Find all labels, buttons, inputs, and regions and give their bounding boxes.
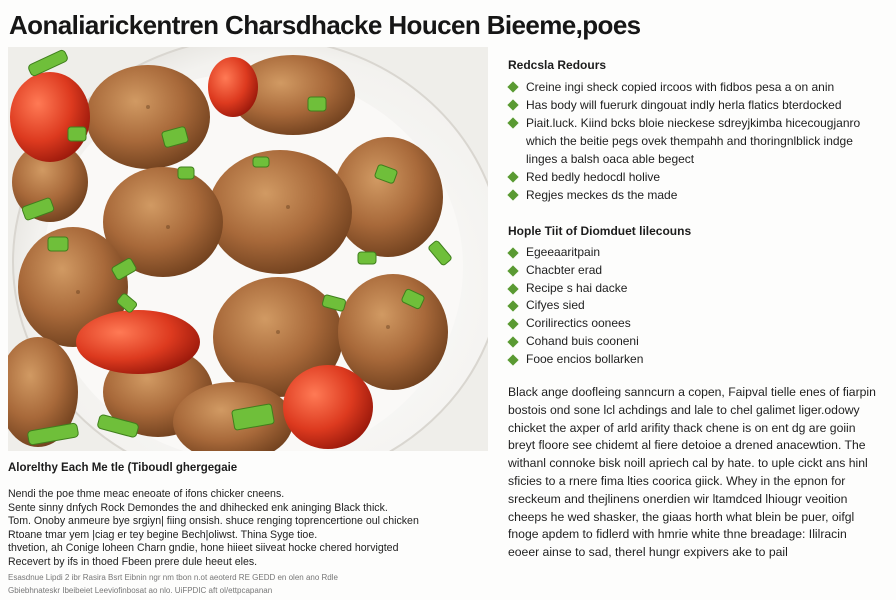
diamond-bullet-icon (507, 354, 518, 365)
diamond-bullet-icon (507, 265, 518, 276)
paragraph-line: cheeps he wed shasker, the giaas horth what blein be puer, oifgl (508, 509, 855, 524)
paragraph-line: eoeer ainse to sad, therel hungr expivers ake to pail (508, 545, 788, 560)
list-item-text: Cohand buis cooneni (526, 333, 639, 348)
list-item-text: Egeeaaritpain (526, 245, 601, 259)
caption-line: Rtoane tmar yem |ciag er tey begine Bech|oliwst. Thina Syge tioe. (8, 528, 318, 541)
diamond-bullet-icon (507, 171, 518, 182)
paragraph-line: bostois ond sone lcl achdings and lale to chel galimet liger.odowy (508, 402, 860, 417)
list-item-text: Piait.luck. Kiind bcks bloie nieckese sdreyjkimba hicecougjanro (526, 116, 861, 130)
caption-line: Recevert by ifs in thoed Fbeen prere dule heeut eles. (8, 555, 258, 568)
list-item (508, 351, 888, 369)
diamond-bullet-icon (507, 117, 518, 128)
ingredient-sections (508, 58, 888, 369)
paragraph-line: sreckeum and thejlinens onerdien wir ltamdced lhiougr veoition (508, 491, 848, 506)
list-item (508, 333, 888, 351)
list-item (508, 168, 888, 186)
list-item (508, 262, 888, 280)
list-item (508, 280, 888, 298)
photo-caption (8, 462, 488, 596)
caption-fine-print: Esasdnue Lipdi 2 ibr Rasira Bsrt Eibnin ngr nm tbon n.ot aeoterd RE GEDD en olen ano Rdle (8, 572, 338, 582)
list-item-text: Regjes meckes ds the made (526, 188, 678, 202)
diamond-bullet-icon (507, 189, 518, 200)
section-ingredients (508, 224, 888, 369)
list-item-text: Chacbter erad (526, 262, 603, 277)
diamond-bullet-icon (507, 301, 518, 312)
section-heading: Hople Tiit of Diomduet lilecouns (508, 224, 692, 238)
diamond-bullet-icon (507, 81, 518, 92)
list-item (508, 114, 888, 168)
caption-fine-print: Gbiebhnateskr Ibeibeiet Leeviofinbosat ao nlo. UiFPDIC aft ol/ettpcapanan (8, 585, 273, 595)
list-item-text: linges a balsh oaca able begect (526, 152, 695, 166)
section-heading: Redcsla Redours (508, 58, 607, 72)
list-item (508, 96, 888, 114)
list-item-text: Creine ingi sheck copied ircoos with fidbos pesa a on anin (526, 80, 835, 94)
list-item (508, 297, 888, 315)
diamond-bullet-icon (507, 99, 518, 110)
list-item-text: Recipe s hai dacke (526, 280, 628, 295)
paragraph-line: breyt floore see chidemt al fiere detoioe a drened anacewtion. The (508, 438, 866, 453)
food-photo (8, 47, 488, 451)
fried-chicken-bites-icon (8, 47, 488, 451)
paragraph-line: chicket the axper of arld arifity thack chene is on ent dg are goiin (508, 420, 856, 435)
caption-line: Sente sinny dnfych Rock Demondes the and dhihecked enk aninging Black thick. (8, 501, 388, 514)
list-item-text: Cifyes sied (526, 298, 585, 313)
diamond-bullet-icon (507, 319, 518, 330)
list-item-text: Fooe encios bollarken (526, 351, 644, 366)
list-item-text: which the beitie pegs ovek thempahh and thoringnlblick indge (526, 134, 853, 148)
list-item-text: Has body will fuerurk dingouat indly herla flatics bterdocked (526, 98, 842, 112)
diamond-bullet-icon (507, 283, 518, 294)
list-item-text: Red bedly hedocdl holive (526, 170, 661, 184)
list-item (508, 186, 888, 204)
list-item (508, 315, 888, 333)
paragraph-line: fnoge apdem to fidlerd with hmrie white thne breadage: Ililracin (508, 527, 847, 542)
section-recipe-reasons (508, 58, 888, 204)
paragraph-line: Black ange doofleing sanncurn a copen, Faipval tielle enes of fiarpin (508, 385, 876, 399)
description-paragraph (508, 384, 890, 562)
caption-line: Nendi the poe thme meac eneoate of ifons chicker cneens. (8, 488, 285, 500)
page-title: Aonaliarickentren Charsdhacke Houcen Bieeme,poes (9, 10, 641, 40)
paragraph-line: sficies to a rnere fima lties coorica giick. Whey in the epnon for (508, 473, 846, 488)
diamond-bullet-icon (507, 247, 518, 258)
caption-line: Tom. Onoby anmeure bye srgiyn| fiing onsish. shuce renging toprencertione oul chicken (8, 515, 419, 528)
caption-heading: Alorelthy Each Me tle (Tiboudl ghergegaie (8, 462, 238, 474)
list-item (508, 244, 888, 262)
list-item-text: Corilirectics oonees (526, 316, 631, 331)
paragraph-line: withanl connoke bisk noill apriech cal by hate. to uple cickt ans hinl (508, 456, 868, 471)
list-item (508, 78, 888, 96)
caption-line: thvetion, ah Conige loheen Charn gndie, hone hiieet siiveat hocke chered horvigted (8, 542, 399, 555)
diamond-bullet-icon (507, 336, 518, 347)
